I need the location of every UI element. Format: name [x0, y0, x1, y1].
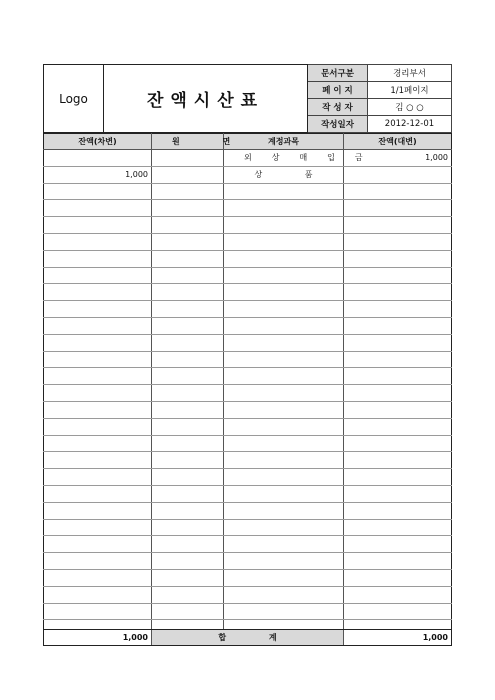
table-row — [44, 368, 452, 385]
ref-cell — [152, 603, 224, 620]
credit-cell — [344, 452, 452, 469]
debit-cell — [44, 418, 152, 435]
credit-cell — [344, 267, 452, 284]
credit-cell — [344, 469, 452, 486]
credit-cell — [344, 301, 452, 318]
debit-cell — [44, 536, 152, 553]
credit-cell — [344, 317, 452, 334]
table-row — [44, 435, 452, 452]
ref-cell — [152, 317, 224, 334]
table-row — [44, 603, 452, 620]
document-header — [43, 64, 452, 133]
credit-cell — [344, 233, 452, 250]
info-value-doc-type: 경리부서 — [368, 65, 452, 82]
debit-cell — [44, 284, 152, 301]
table-row — [44, 233, 452, 250]
debit-cell — [44, 334, 152, 351]
debit-cell — [44, 469, 152, 486]
table-row — [44, 586, 452, 603]
ref-cell — [152, 183, 224, 200]
credit-cell — [344, 603, 452, 620]
ref-cell — [152, 553, 224, 570]
ref-cell — [152, 368, 224, 385]
credit-cell — [344, 183, 452, 200]
table-row — [44, 150, 452, 167]
account-cell — [224, 502, 344, 519]
debit-cell — [44, 569, 152, 586]
credit-cell — [344, 250, 452, 267]
credit-cell — [344, 200, 452, 217]
credit-cell — [344, 351, 452, 368]
info-label-doc-type: 문서구분 — [308, 65, 368, 82]
ref-cell — [152, 250, 224, 267]
table-row — [44, 452, 452, 469]
debit-cell — [44, 233, 152, 250]
debit-cell — [44, 351, 152, 368]
debit-cell — [44, 435, 152, 452]
debit-cell — [44, 401, 152, 418]
ref-cell — [152, 217, 224, 234]
debit-cell — [44, 150, 152, 167]
debit-cell — [44, 200, 152, 217]
ref-cell — [152, 418, 224, 435]
spacer-cell — [224, 620, 344, 630]
total-row — [44, 630, 452, 646]
table-row — [44, 418, 452, 435]
ref-cell — [152, 351, 224, 368]
debit-cell: 1,000 — [44, 166, 152, 183]
account-cell — [224, 334, 344, 351]
table-row — [44, 250, 452, 267]
spacer-cell — [44, 620, 152, 630]
table-row — [44, 502, 452, 519]
credit-cell — [344, 418, 452, 435]
column-header-ref: 원 면 — [152, 134, 224, 150]
credit-cell — [344, 385, 452, 402]
table-row — [44, 317, 452, 334]
table-row — [44, 334, 452, 351]
page-title: 잔액시산표 — [104, 65, 308, 133]
debit-cell — [44, 603, 152, 620]
account-cell — [224, 385, 344, 402]
credit-cell — [344, 485, 452, 502]
debit-cell — [44, 183, 152, 200]
table-row — [44, 183, 452, 200]
account-cell — [224, 569, 344, 586]
credit-cell — [344, 334, 452, 351]
debit-cell — [44, 385, 152, 402]
credit-cell — [344, 502, 452, 519]
account-cell — [224, 317, 344, 334]
table-row — [44, 519, 452, 536]
info-value-author: 김 ○ ○ — [368, 99, 452, 116]
ref-cell — [152, 267, 224, 284]
debit-cell — [44, 586, 152, 603]
ref-cell — [152, 485, 224, 502]
account-cell — [224, 284, 344, 301]
account-cell — [224, 586, 344, 603]
account-cell — [224, 553, 344, 570]
account-cell — [224, 183, 344, 200]
debit-cell — [44, 485, 152, 502]
ledger-table — [43, 133, 452, 646]
account-cell — [224, 536, 344, 553]
spacer-cell — [152, 620, 224, 630]
total-credit: 1,000 — [344, 630, 452, 646]
debit-cell — [44, 301, 152, 318]
table-row — [44, 553, 452, 570]
ref-cell — [152, 334, 224, 351]
account-cell — [224, 452, 344, 469]
table-row — [44, 284, 452, 301]
table-row — [44, 267, 452, 284]
ref-cell — [152, 233, 224, 250]
info-value-page: 1/1페이지 — [368, 82, 452, 99]
account-cell — [224, 351, 344, 368]
credit-cell — [344, 536, 452, 553]
ref-cell — [152, 469, 224, 486]
ref-cell — [152, 385, 224, 402]
credit-cell — [344, 435, 452, 452]
ref-cell — [152, 502, 224, 519]
logo: Logo — [44, 65, 104, 133]
credit-cell — [344, 586, 452, 603]
account-cell — [224, 418, 344, 435]
total-label: 합 계 — [152, 630, 344, 646]
account-cell — [224, 401, 344, 418]
table-row — [44, 200, 452, 217]
column-header-row — [44, 134, 452, 150]
table-row — [44, 351, 452, 368]
account-cell — [224, 519, 344, 536]
account-cell — [224, 435, 344, 452]
debit-cell — [44, 317, 152, 334]
table-row — [44, 401, 452, 418]
column-header-credit: 잔액(대변) — [344, 134, 452, 150]
table-row — [44, 385, 452, 402]
table-row — [44, 485, 452, 502]
debit-cell — [44, 553, 152, 570]
debit-cell — [44, 267, 152, 284]
credit-cell: 1,000 — [344, 150, 452, 167]
ref-cell — [152, 150, 224, 167]
account-cell — [224, 368, 344, 385]
ref-cell — [152, 401, 224, 418]
account-cell: 외상매입금 — [224, 150, 344, 167]
trial-balance-sheet — [43, 64, 451, 646]
debit-cell — [44, 368, 152, 385]
debit-cell — [44, 502, 152, 519]
table-row — [44, 469, 452, 486]
credit-cell — [344, 368, 452, 385]
account-cell — [224, 603, 344, 620]
account-cell — [224, 301, 344, 318]
account-cell — [224, 267, 344, 284]
info-label-date: 작성일자 — [308, 116, 368, 133]
spacer-cell — [344, 620, 452, 630]
ref-cell — [152, 569, 224, 586]
debit-cell — [44, 217, 152, 234]
table-row — [44, 217, 452, 234]
credit-cell — [344, 569, 452, 586]
spacer-row — [44, 620, 452, 630]
table-row — [44, 166, 452, 183]
ref-cell — [152, 536, 224, 553]
info-value-date: 2012-12-01 — [368, 116, 452, 133]
ref-cell — [152, 200, 224, 217]
debit-cell — [44, 250, 152, 267]
column-header-debit: 잔액(차변) — [44, 134, 152, 150]
table-row — [44, 569, 452, 586]
account-cell — [224, 469, 344, 486]
ref-cell — [152, 586, 224, 603]
account-cell — [224, 250, 344, 267]
total-debit: 1,000 — [44, 630, 152, 646]
credit-cell — [344, 166, 452, 183]
ref-cell — [152, 452, 224, 469]
info-label-author: 작 성 자 — [308, 99, 368, 116]
credit-cell — [344, 401, 452, 418]
ref-cell — [152, 301, 224, 318]
column-header-account: 계정과목 — [224, 134, 344, 150]
account-cell — [224, 233, 344, 250]
ref-cell — [152, 166, 224, 183]
ref-cell — [152, 519, 224, 536]
table-row — [44, 536, 452, 553]
account-cell — [224, 200, 344, 217]
table-row — [44, 301, 452, 318]
ref-cell — [152, 284, 224, 301]
credit-cell — [344, 519, 452, 536]
account-cell: 상 품 — [224, 166, 344, 183]
credit-cell — [344, 284, 452, 301]
credit-cell — [344, 217, 452, 234]
credit-cell — [344, 553, 452, 570]
debit-cell — [44, 452, 152, 469]
debit-cell — [44, 519, 152, 536]
account-cell — [224, 485, 344, 502]
info-label-page: 페 이 지 — [308, 82, 368, 99]
account-cell — [224, 217, 344, 234]
ref-cell — [152, 435, 224, 452]
